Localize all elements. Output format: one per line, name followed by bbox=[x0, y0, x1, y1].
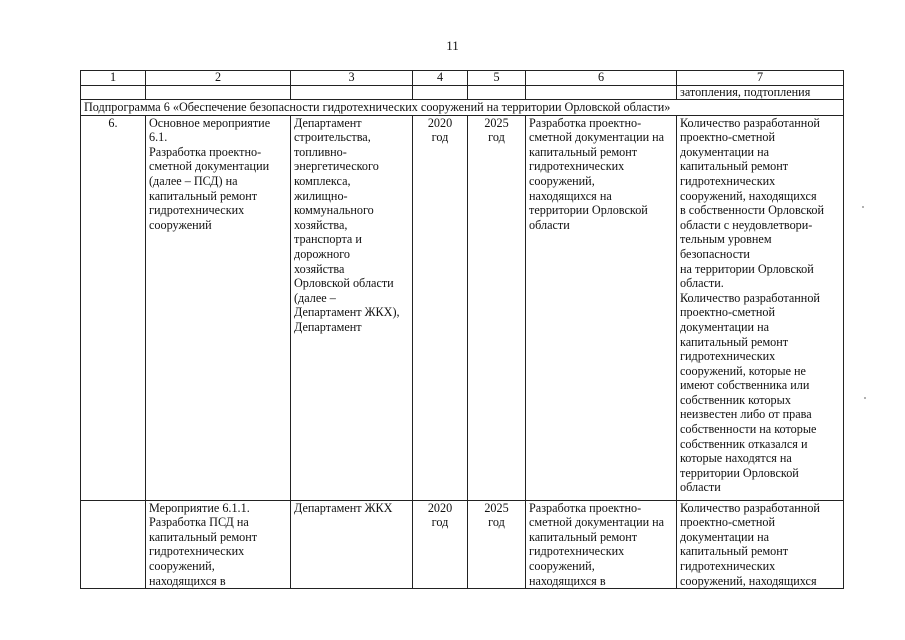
cell-line: Количество разработанной bbox=[680, 290, 820, 305]
cell-line: имеют собственника или bbox=[680, 378, 810, 393]
cell-line: находящихся в bbox=[149, 573, 226, 588]
measures-table bbox=[80, 70, 844, 589]
cell-line: (далее – bbox=[294, 290, 336, 305]
cell-line: коммунального bbox=[294, 203, 374, 218]
cell-line: гидротехнических bbox=[529, 159, 625, 174]
cell-line: Департамент bbox=[294, 319, 362, 334]
cell-line: сооружений bbox=[149, 217, 212, 232]
cell-line: сметной документации на bbox=[529, 130, 665, 145]
cell-line: Разработка ПСД на bbox=[149, 515, 249, 530]
cell-line: собственности на которые bbox=[680, 422, 817, 437]
cell-line: сметной документации bbox=[149, 159, 270, 174]
cell-line: год bbox=[431, 515, 449, 530]
cell-line: сооружений, bbox=[149, 558, 215, 573]
scan-speck bbox=[864, 397, 866, 399]
cell-line: год bbox=[488, 130, 505, 145]
cell-line: топливно- bbox=[294, 144, 347, 159]
cell-line: 2020 bbox=[427, 115, 453, 130]
cell-line: гидротехнических bbox=[680, 558, 776, 573]
cell-line: капитальный ремонт bbox=[529, 529, 638, 544]
column-number-row bbox=[81, 71, 844, 86]
cell-line: 2025 bbox=[484, 115, 509, 130]
cell-line: хозяйства, bbox=[294, 217, 348, 232]
cell-line: дорожного bbox=[294, 246, 351, 261]
cell-line: строительства, bbox=[294, 130, 371, 145]
cell-line: Мероприятие 6.1.1. bbox=[149, 500, 250, 515]
cell-line: (далее – ПСД) на bbox=[149, 173, 238, 188]
cell-line: документации на bbox=[680, 529, 770, 544]
cell-line: Департамент ЖКХ bbox=[294, 500, 393, 515]
cell-line: находящихся в bbox=[529, 573, 606, 588]
cell-line: Департамент ЖКХ), bbox=[294, 305, 400, 320]
end-year bbox=[468, 500, 526, 589]
cell-line: капитальный ремонт bbox=[680, 159, 789, 174]
cell-line: проектно-сметной bbox=[680, 515, 776, 530]
cell-line: на территории Орловской bbox=[680, 261, 814, 276]
table-row bbox=[81, 115, 844, 500]
start-year bbox=[413, 115, 468, 500]
cell-line: безопасности bbox=[680, 246, 750, 261]
cell-line: Основное мероприятие bbox=[149, 115, 271, 130]
cell-line: капитальный ремонт bbox=[680, 544, 789, 559]
cell-line: находящихся на bbox=[529, 188, 612, 203]
cell-line: транспорта и bbox=[294, 232, 362, 247]
cell-line: Орловской области bbox=[294, 276, 394, 291]
cell-line: Разработка проектно- bbox=[529, 115, 642, 130]
row-number: 6. bbox=[81, 115, 146, 500]
expected-result bbox=[526, 115, 677, 500]
cell-line: гидротехнических bbox=[680, 349, 776, 364]
continuation-text: затопления, подтопления bbox=[677, 86, 844, 100]
cell-line: тельным уровнем bbox=[680, 232, 772, 247]
cell-line: год bbox=[431, 130, 449, 145]
end-year bbox=[468, 115, 526, 500]
cell-line: гидротехнических bbox=[149, 203, 245, 218]
table-row bbox=[81, 500, 844, 589]
indicator bbox=[677, 115, 844, 500]
responsible-executor bbox=[291, 500, 413, 589]
cell-line: документации на bbox=[680, 144, 770, 159]
subprogram-row bbox=[81, 100, 844, 116]
cell-line: гидротехнических bbox=[529, 544, 625, 559]
cell-line: собственник которых bbox=[680, 392, 791, 407]
column-header: 2 bbox=[146, 71, 291, 86]
page-number: 11 bbox=[446, 38, 459, 53]
cell-line: области. bbox=[680, 276, 724, 291]
responsible-executor bbox=[291, 115, 413, 500]
cell-line: проектно-сметной bbox=[680, 130, 776, 145]
indicator bbox=[677, 500, 844, 589]
cell-line: проектно-сметной bbox=[680, 305, 776, 320]
measure-name bbox=[146, 115, 291, 500]
start-year bbox=[413, 500, 468, 589]
cell-line: Разработка проектно- bbox=[529, 500, 642, 515]
cell-line: сооружений, находящихся bbox=[680, 188, 817, 203]
cell-line: капитальный ремонт bbox=[149, 529, 258, 544]
cell-line: Количество разработанной bbox=[680, 500, 820, 515]
cell-line: сооружений, которые не bbox=[680, 363, 806, 378]
cell-line: 2020 bbox=[427, 500, 453, 515]
column-header: 5 bbox=[468, 71, 526, 86]
cell-line: области с неудовлетвори- bbox=[680, 217, 813, 232]
cell-line: гидротехнических bbox=[149, 544, 245, 559]
cell-line: капитальный ремонт bbox=[529, 144, 638, 159]
cell-line: капитальный ремонт bbox=[680, 334, 789, 349]
cell-line: Департамент bbox=[294, 115, 362, 130]
expected-result bbox=[526, 500, 677, 589]
cell-line: энергетического bbox=[294, 159, 379, 174]
cell-line: в собственности Орловской bbox=[680, 203, 824, 218]
cell-line: капитальный ремонт bbox=[149, 188, 258, 203]
cell-line: неизвестен либо от права bbox=[680, 407, 812, 422]
cell-line: сооружений, bbox=[529, 173, 595, 188]
cell-line: сооружений, находящихся bbox=[680, 573, 817, 588]
cell-line: области bbox=[529, 217, 570, 232]
cell-line: хозяйства bbox=[294, 261, 345, 276]
cell-line: территории Орловской bbox=[529, 203, 648, 218]
cell-line: которые находятся на bbox=[680, 451, 792, 466]
cell-line: сооружений, bbox=[529, 558, 595, 573]
scan-speck bbox=[862, 206, 864, 208]
cell-line: 6.1. bbox=[149, 130, 168, 145]
subprogram-title: Подпрограмма 6 «Обеспечение безопасности гидротехнических сооружений на территории Орловской области» bbox=[81, 100, 844, 116]
column-header: 7 bbox=[677, 71, 844, 86]
continuation-row bbox=[81, 86, 844, 100]
cell-line: жилищно- bbox=[294, 188, 348, 203]
row-number bbox=[81, 500, 146, 589]
cell-line: Разработка проектно- bbox=[149, 144, 262, 159]
cell-line: год bbox=[488, 515, 505, 530]
column-header: 3 bbox=[291, 71, 413, 86]
cell-line: гидротехнических bbox=[680, 173, 776, 188]
column-header: 1 bbox=[81, 71, 146, 86]
column-header: 4 bbox=[413, 71, 468, 86]
cell-line: собственник отказался и bbox=[680, 436, 808, 451]
cell-line: 2025 bbox=[484, 500, 509, 515]
cell-line: сметной документации на bbox=[529, 515, 665, 530]
cell-line: территории Орловской bbox=[680, 465, 799, 480]
column-header: 6 bbox=[526, 71, 677, 86]
cell-line: области bbox=[680, 480, 721, 495]
measure-name bbox=[146, 500, 291, 589]
cell-line: комплекса, bbox=[294, 173, 351, 188]
cell-line: документации на bbox=[680, 319, 770, 334]
cell-line: Количество разработанной bbox=[680, 115, 820, 130]
